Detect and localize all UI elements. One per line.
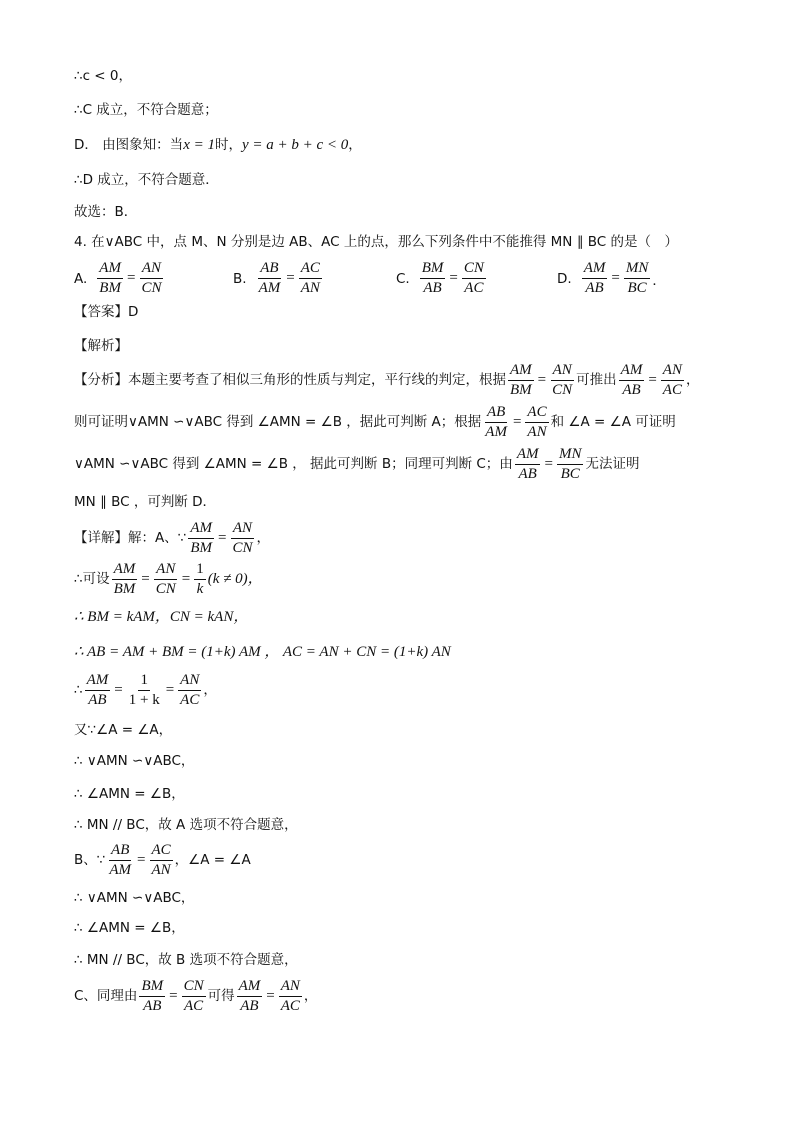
fraction — [515, 446, 541, 483]
numerator: AB — [109, 842, 131, 861]
text-span: ， — [256, 529, 270, 546]
equals-sign: = — [137, 852, 146, 868]
denominator: AM — [109, 862, 132, 878]
equals-sign: = — [512, 414, 522, 430]
detail-line — [74, 672, 217, 709]
numerator: AC — [299, 260, 322, 279]
text-line — [74, 138, 362, 153]
numerator: AM — [515, 446, 541, 465]
detail-line — [74, 610, 248, 625]
detail-line — [74, 520, 270, 557]
fraction — [97, 260, 123, 297]
math-expr: ∴ BM = kAM，CN = kAN， — [74, 609, 249, 625]
text-span: ∴ ∠AMN = ∠B， — [74, 786, 185, 802]
numerator: AN — [178, 672, 201, 691]
numerator: BM — [420, 260, 446, 279]
denominator: BM — [113, 581, 136, 597]
detail-line — [74, 978, 317, 1015]
denominator: CN — [155, 581, 176, 597]
text-span: ， — [203, 681, 217, 698]
equals-sign: = — [266, 988, 275, 1004]
denominator: AB — [423, 280, 442, 296]
denominator: BC — [560, 466, 580, 482]
numerator: AM — [97, 260, 123, 279]
fraction — [619, 362, 645, 399]
numerator: 1 — [194, 561, 206, 580]
numerator: AC — [525, 404, 548, 423]
text-span: ，∠A = ∠A — [174, 851, 251, 868]
fraction — [188, 520, 214, 557]
fraction — [279, 978, 302, 1015]
equals-sign: = — [537, 372, 547, 388]
fraction — [661, 362, 684, 399]
text-span: 【分析】本题主要考查了相似三角形的性质与判定，平行线的判定，根据 — [74, 371, 506, 388]
denominator: AN — [300, 280, 320, 296]
option-label: D. — [557, 270, 572, 287]
denominator: CN — [552, 382, 573, 398]
fraction — [525, 404, 548, 441]
numerator: AN — [661, 362, 684, 381]
numerator: AN — [140, 260, 163, 279]
numerator: AN — [551, 362, 574, 381]
text-span: ∴ — [74, 681, 83, 698]
fraction — [420, 260, 446, 297]
text-span: D． 由图象知：当 — [74, 136, 184, 153]
analysis-line — [74, 404, 676, 441]
denominator: AC — [662, 382, 682, 398]
fraction — [139, 978, 165, 1015]
text-span: MN ∥ BC ，可判断 D． — [74, 494, 217, 510]
equals-sign: = — [141, 571, 150, 587]
equals-sign: = — [648, 372, 657, 388]
fraction — [178, 672, 201, 709]
numerator: AC — [150, 842, 173, 861]
denominator: 1 + k — [128, 692, 160, 708]
equals-sign: = — [286, 270, 295, 286]
option-d — [557, 260, 666, 297]
denominator: CN — [232, 540, 253, 556]
denominator: AB — [143, 998, 162, 1014]
detail-line — [74, 892, 194, 906]
fraction — [550, 362, 574, 399]
text-span: ∴c < 0， — [74, 68, 132, 84]
text-span: ∴ ∠AMN = ∠B， — [74, 920, 185, 936]
math-expr: x = 1 — [183, 137, 215, 153]
text-span: ∴ ∨AMN ∽∨ABC， — [74, 890, 195, 906]
text-line — [74, 174, 219, 188]
numerator: AM — [582, 260, 608, 279]
denominator: AM — [485, 424, 507, 440]
text-line — [74, 206, 137, 220]
analysis-heading — [74, 340, 128, 354]
text-span: 和 ∠A = ∠A 可证明 — [550, 413, 676, 430]
fraction — [139, 260, 163, 297]
option-c — [396, 260, 488, 297]
numerator: CN — [462, 260, 486, 279]
denominator: AC — [280, 998, 300, 1014]
math-expr: ∴ AB = AM + BM = (1+k) AM ， AC = AN + CN = (1+k) AN — [74, 644, 451, 660]
equals-sign: = — [169, 988, 178, 1004]
numerator: AM — [112, 561, 138, 580]
equals-sign: = — [181, 571, 191, 587]
detail-line — [74, 922, 185, 936]
numerator: AN — [231, 520, 254, 539]
detail-line — [74, 788, 185, 802]
numerator: AB — [485, 404, 507, 423]
text-span: ∴ MN // BC，故 B 选项不符合题意， — [74, 952, 298, 968]
text-span: ∴可设 — [74, 570, 110, 587]
numerator: CN — [182, 978, 206, 997]
detail-line — [74, 645, 451, 660]
option-label: C. — [396, 270, 410, 287]
numerator: MN — [557, 446, 584, 465]
fraction — [257, 260, 283, 297]
detail-line — [74, 842, 251, 879]
equals-sign: = — [126, 270, 136, 286]
denominator: AM — [258, 280, 281, 296]
text-span: C、同理由 — [74, 987, 138, 1004]
text-span: ∴D 成立，不符合题意． — [74, 172, 219, 188]
analysis-line — [74, 446, 639, 483]
denominator: AB — [622, 382, 641, 398]
math-expr: (k ≠ 0)， — [207, 571, 263, 587]
numerator: 1 — [138, 672, 150, 691]
fraction — [85, 672, 111, 709]
text-span: ∨AMN ∽∨ABC 得到 ∠AMN = ∠B ， 据此可判断 B；同理可判断 C；由 — [74, 455, 513, 472]
fraction — [127, 672, 162, 709]
detail-line — [74, 755, 194, 769]
denominator: AN — [151, 862, 171, 878]
equals-sign: = — [611, 270, 620, 286]
text-span: 故选：B． — [74, 204, 138, 220]
detail-line — [74, 561, 263, 598]
text-span: ， — [303, 987, 318, 1004]
fraction — [557, 446, 584, 483]
fraction — [230, 520, 254, 557]
text-span: ， — [685, 371, 700, 388]
answer-text: 【答案】D — [74, 304, 139, 320]
equals-sign: = — [218, 530, 227, 546]
detail-line — [74, 819, 298, 833]
text-span: 时， — [214, 136, 242, 153]
text-line — [74, 104, 218, 118]
detail-line — [74, 724, 172, 738]
option-a — [74, 260, 165, 297]
option-b — [233, 260, 324, 297]
equals-sign: = — [165, 682, 175, 698]
numerator: AM — [237, 978, 263, 997]
denominator: AB — [88, 692, 107, 708]
option-label: B. — [233, 270, 247, 287]
text-span: 可推出 — [576, 371, 617, 388]
denominator: BM — [99, 280, 121, 296]
denominator: CN — [141, 280, 162, 296]
option-label: A. — [74, 270, 88, 287]
equals-sign: = — [449, 270, 458, 286]
denominator: AB — [240, 998, 259, 1014]
text-span: ∴ ∨AMN ∽∨ABC， — [74, 753, 195, 769]
denominator: k — [196, 581, 204, 597]
numerator: AB — [258, 260, 280, 279]
fraction — [150, 842, 173, 879]
numerator: BM — [139, 978, 165, 997]
fraction — [483, 404, 509, 441]
denominator: AB — [585, 280, 604, 296]
denominator: BC — [627, 280, 647, 296]
text-span: ∴C 成立，不符合题意； — [74, 102, 218, 118]
question-4 — [74, 236, 678, 250]
fraction — [182, 978, 206, 1015]
text-span: 又∵∠A = ∠A， — [74, 722, 173, 738]
analysis-line — [74, 496, 216, 510]
text-span: ∴ MN // BC，故 A 选项不符合题意， — [74, 817, 298, 833]
text-span: 则可证明∨AMN ∽∨ABC 得到 ∠AMN = ∠B ，据此可判断 A；根据 — [74, 413, 482, 430]
fraction — [299, 260, 322, 297]
numerator: AN — [154, 561, 177, 580]
numerator: AM — [85, 672, 111, 691]
denominator: AB — [518, 466, 537, 482]
denominator: AC — [184, 998, 204, 1014]
fraction — [154, 561, 178, 598]
text-span: 【详解】解：A、∵ — [74, 529, 187, 546]
fraction — [237, 978, 263, 1015]
fraction — [107, 842, 133, 879]
denominator: BM — [510, 382, 532, 398]
text-span: 可得 — [207, 987, 235, 1004]
answer-line — [74, 306, 138, 320]
fraction — [624, 260, 651, 297]
fraction — [462, 260, 486, 297]
math-expr: y = a + b + c < 0 — [241, 137, 349, 153]
question-text: 4. 在∨ABC 中，点 M、N 分别是边 AB、AC 上的点，那么下列条件中不能推得 MN ∥ BC 的是（ ） — [74, 234, 678, 250]
fraction — [508, 362, 534, 399]
equals-sign: = — [114, 682, 123, 698]
text-line — [74, 70, 132, 84]
denominator: AC — [180, 692, 200, 708]
equals-sign: = — [544, 456, 553, 472]
text-span: ， — [348, 136, 362, 153]
fraction — [582, 260, 608, 297]
numerator: AM — [619, 362, 645, 381]
denominator: AN — [527, 424, 547, 440]
text-span: 无法证明 — [585, 455, 640, 472]
detail-line — [74, 954, 298, 968]
heading-text: 【解析】 — [74, 338, 128, 354]
text-span: B、∵ — [74, 851, 106, 868]
numerator: MN — [624, 260, 651, 279]
text-span: ． — [652, 272, 666, 289]
denominator: BM — [190, 540, 212, 556]
fraction — [112, 561, 138, 598]
analysis-line — [74, 362, 699, 399]
numerator: AM — [508, 362, 534, 381]
fraction — [194, 561, 206, 598]
numerator: AN — [279, 978, 302, 997]
denominator: AC — [464, 280, 484, 296]
numerator: AM — [188, 520, 214, 539]
